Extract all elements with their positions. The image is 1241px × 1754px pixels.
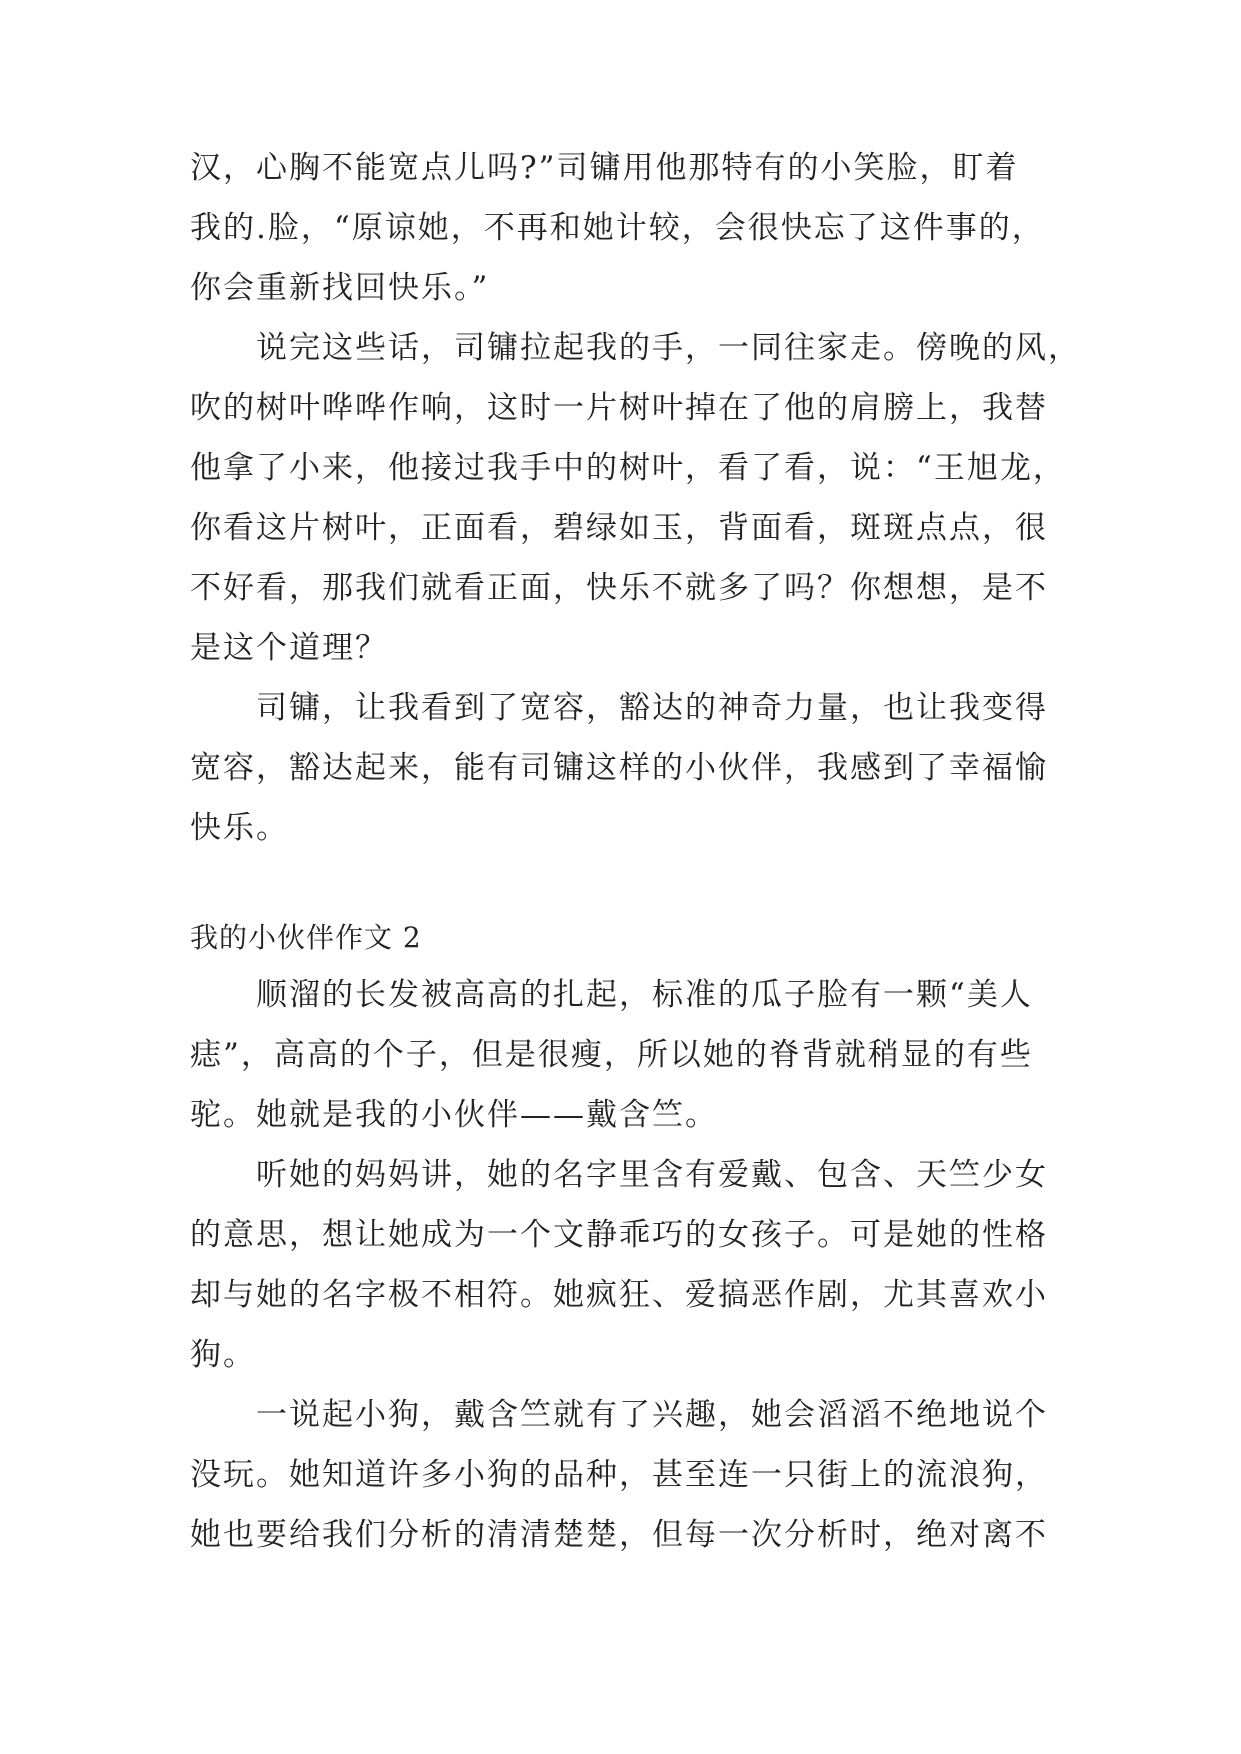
text-line: 宽容，豁达起来，能有司镛这样的小伙伴，我感到了幸福愉 xyxy=(190,750,1048,786)
text-line: 痣”，高高的个子，但是很瘦，所以她的脊背就稍显的有些 xyxy=(190,1037,1033,1073)
text-line: 狗。 xyxy=(190,1337,256,1373)
text-line: 她也要给我们分析的清清楚楚，但每一次分析时，绝对离不 xyxy=(190,1517,1048,1553)
text-line: 你会重新找回快乐。” xyxy=(190,270,490,306)
text-line: 没玩。她知道许多小狗的品种，甚至连一只街上的流浪狗， xyxy=(190,1457,1048,1493)
text-line: 是这个道理？ xyxy=(190,630,388,666)
text-line: 驼。她就是我的小伙伴——戴含竺。 xyxy=(190,1097,718,1133)
paragraph-start-line: 说完这些话，司镛拉起我的手，一同往家走。傍晚的风， xyxy=(256,330,1081,366)
paragraph-start-line: 顺溜的长发被高高的扎起，标准的瓜子脸有一颗“美人 xyxy=(256,977,1033,1013)
text-line: 不好看，那我们就看正面，快乐不就多了吗？你想想，是不 xyxy=(190,570,1048,606)
text-line: 你看这片树叶，正面看，碧绿如玉，背面看，斑斑点点，很 xyxy=(190,510,1048,546)
essay-2-text xyxy=(190,965,1060,1565)
paragraph-start-line: 听她的妈妈讲，她的名字里含有爱戴、包含、天竺少女 xyxy=(256,1157,1048,1193)
text-line: 吹的树叶哗哗作响，这时一片树叶掉在了他的肩膀上，我替 xyxy=(190,390,1048,426)
essay-2-heading: 我的小伙伴作文 2 xyxy=(190,921,422,954)
text-line: 我的.脸，“原谅她，不再和她计较，会很快忘了这件事的， xyxy=(190,210,1045,246)
text-line: 的意思，想让她成为一个文静乖巧的女孩子。可是她的性格 xyxy=(190,1217,1048,1253)
text-line: 他拿了小来，他接过我手中的树叶，看了看，说：“王旭龙， xyxy=(190,450,1066,486)
essay-1-text xyxy=(190,138,1081,858)
text-line: 快乐。 xyxy=(190,810,289,846)
paragraph-start-line: 一说起小狗，戴含竺就有了兴趣，她会滔滔不绝地说个 xyxy=(256,1397,1048,1433)
text-line: 却与她的名字极不相符。她疯狂、爱搞恶作剧，尤其喜欢小 xyxy=(190,1277,1048,1313)
text-line: 汉，心胸不能宽点儿吗?”司镛用他那特有的小笑脸，盯着 xyxy=(190,150,1019,186)
paragraph-start-line: 司镛，让我看到了宽容，豁达的神奇力量，也让我变得 xyxy=(256,690,1048,726)
